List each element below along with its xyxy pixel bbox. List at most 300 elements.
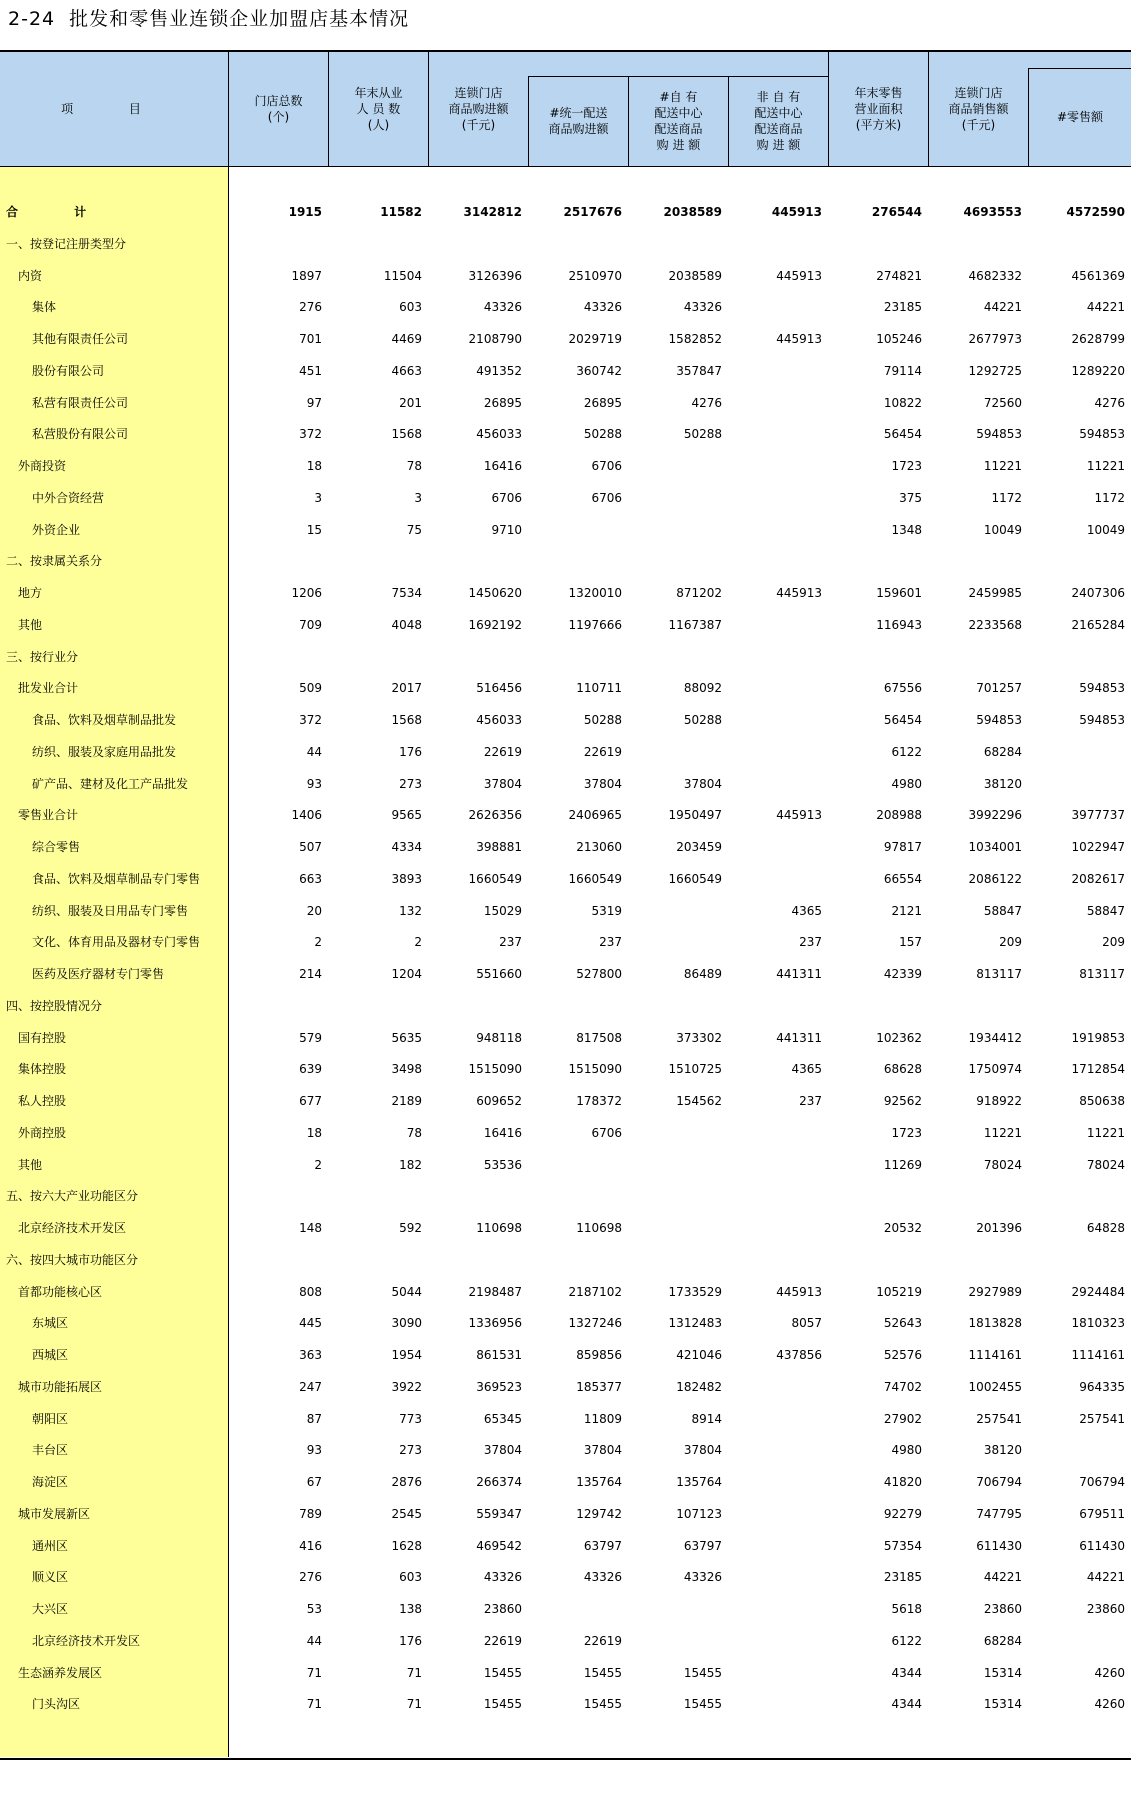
cell-value: 2927989 [968,1284,1022,1299]
cell-value: 110711 [576,681,622,696]
header-col-4 [528,76,628,166]
header-line: 连锁门店 [954,86,1003,100]
cell-value: 861531 [476,1348,522,1362]
table-row [0,1150,1131,1182]
table-row [0,451,1131,483]
cell-value: 1406 [291,808,322,823]
cell-value: 451 [299,363,322,378]
header-line: 人 员 数 [356,102,401,116]
cell-value: 43326 [683,300,722,315]
cell-value: 421046 [676,1348,722,1362]
cell-value: 97 [306,395,322,410]
cell-value: 22619 [483,744,522,759]
table-row [0,515,1131,547]
cell-value: 44221 [983,1570,1022,1585]
cell-value: 18 [306,459,322,473]
cell-value: 157 [899,935,922,950]
cell-value: 2029719 [568,332,622,346]
cell-value: 1312483 [668,1316,722,1331]
cell-value: 201396 [976,1221,1022,1235]
cell-value: 1568 [391,427,422,442]
cell-value: 373302 [676,1030,722,1045]
cell-value: 154562 [676,1094,722,1108]
cell-value: 58847 [1086,903,1125,918]
cell-value: 579 [299,1030,322,1045]
table-row [0,1689,1131,1721]
cell-value: 1167387 [668,617,722,632]
cell-value: 37804 [583,1443,622,1458]
cell-value: 22619 [583,744,622,759]
cell-value: 1114161 [1071,1348,1125,1362]
table-row [0,1245,1131,1277]
cell-value: 357847 [676,363,722,378]
table-row [0,483,1131,515]
table-row [0,1054,1131,1086]
cell-value: 1336956 [468,1316,522,1331]
cell-value: 1733529 [668,1284,722,1299]
cell-value: 859856 [576,1348,622,1362]
cell-value: 7534 [391,586,422,600]
cell-value: 129742 [576,1506,622,1521]
cell-value: 1450620 [468,586,522,600]
cell-value: 44221 [1086,1570,1125,1585]
cell-value: 2626356 [468,808,522,823]
table-row [0,419,1131,451]
cell-value: 79114 [883,363,922,378]
header-line: 商品销售额 [948,102,1009,116]
cell-value: 71 [306,1665,322,1680]
cell-value: 138 [399,1602,422,1616]
cell-value: 507 [299,840,322,854]
cell-value: 469542 [476,1538,522,1553]
cell-value: 1954 [391,1348,422,1362]
table-row [0,927,1131,959]
cell-value: 11504 [383,268,422,283]
cell-value: 11221 [983,1125,1022,1140]
cell-value: 1204 [391,967,422,981]
header-line: (千元) [461,118,496,132]
table-row [0,769,1131,801]
cell-value: 509 [299,681,322,696]
cell-value: 68284 [983,744,1022,759]
cell-value: 1660549 [568,871,622,886]
cell-value: 178372 [576,1094,622,1108]
row-label: 私营股份有限公司 [32,427,129,442]
cell-value: 3977737 [1071,808,1125,823]
cell-value: 369523 [476,1379,522,1394]
row-label: 顺义区 [32,1570,69,1585]
cell-value: 8057 [791,1316,822,1331]
cell-value: 273 [399,1443,422,1458]
header-line: 非 自 有 [756,90,801,104]
cell-value: 44221 [983,300,1022,315]
row-label: 批发业合计 [18,681,79,696]
cell-value: 2086122 [968,871,1022,886]
cell-value: 445913 [776,1284,822,1299]
cell-value: 4980 [891,776,922,791]
cell-value: 1934412 [968,1030,1022,1045]
row-label: 门头沟区 [32,1697,81,1712]
cell-value: 107123 [676,1506,722,1521]
cell-value: 15455 [483,1665,522,1680]
cell-value: 41820 [883,1475,922,1489]
cell-value: 23860 [1086,1602,1125,1616]
table-row [0,324,1131,356]
cell-value: 16416 [483,1125,522,1140]
cell-value: 74702 [883,1379,922,1394]
row-label: 其他 [18,1157,43,1172]
cell-value: 445913 [776,332,822,346]
cell-value: 68284 [983,1633,1022,1648]
header-group-line [528,76,828,77]
cell-value: 9710 [491,522,522,537]
cell-value: 58847 [983,903,1022,918]
cell-value: 6706 [591,459,622,473]
header-line: 购 进 额 [656,138,701,152]
header-line: 商品购进额 [448,102,509,116]
row-label: 零售业合计 [18,808,79,823]
row-label: 地方 [18,586,43,600]
table-row [0,1213,1131,1245]
cell-value: 97817 [883,840,922,854]
table-row [0,1404,1131,1436]
cell-value: 706794 [1079,1475,1125,1489]
cell-value: 11809 [583,1411,622,1426]
table-row [0,737,1131,769]
cell-value: 701 [299,332,322,346]
cell-value: 594853 [1079,713,1125,727]
cell-value: 3498 [391,1062,422,1077]
table-row [0,578,1131,610]
bottom-rule [0,1758,1131,1760]
cell-value: 71 [406,1665,422,1680]
cell-value: 22619 [483,1633,522,1648]
cell-value: 372 [299,427,322,442]
cell-value: 57354 [883,1538,922,1553]
cell-value: 26895 [483,395,522,410]
cell-value: 6122 [891,1633,922,1648]
cell-value: 2038589 [663,205,722,219]
header-line: 购 进 额 [756,138,801,152]
cell-value: 2 [314,1157,322,1172]
row-label: 海淀区 [32,1475,69,1489]
cell-value: 10049 [983,522,1022,537]
cell-value: 209 [999,935,1022,950]
cell-value: 6706 [591,490,622,505]
row-label: 其他有限责任公司 [32,332,129,346]
row-label: 综合零售 [32,840,81,854]
cell-value: 1172 [1094,490,1125,505]
cell-value: 23860 [483,1602,522,1616]
cell-value: 53536 [483,1157,522,1172]
table-row [0,1277,1131,1309]
cell-value: 37804 [583,776,622,791]
cell-value: 237 [799,935,822,950]
header-col-8 [928,52,1028,166]
cell-value: 445913 [776,586,822,600]
cell-value: 1712854 [1071,1062,1125,1077]
header-line: 年末从业 [354,86,403,100]
cell-value: 63797 [583,1538,622,1553]
cell-value: 1289220 [1071,363,1125,378]
cell-value: 1660549 [468,871,522,886]
header-line: 配送中心 [754,106,803,120]
cell-value: 67556 [883,681,922,696]
cell-value: 1950497 [668,808,722,823]
cell-value: 594853 [976,713,1022,727]
cell-value: 2165284 [1071,617,1125,632]
cell-value: 159601 [876,586,922,600]
cell-value: 22619 [583,1633,622,1648]
cell-value: 11269 [883,1157,922,1172]
cell-value: 266374 [476,1475,522,1489]
cell-value: 456033 [476,713,522,727]
table-row [0,610,1131,642]
cell-value: 43326 [583,300,622,315]
cell-value: 11221 [983,459,1022,473]
table-row [0,832,1131,864]
cell-value: 773 [399,1411,422,1426]
cell-value: 247 [299,1379,322,1394]
row-label: 食品、饮料及烟草制品专门零售 [32,871,201,886]
cell-value: 948118 [476,1030,522,1045]
cell-value: 2082617 [1071,871,1125,886]
row-label: 集体控股 [18,1062,67,1077]
cell-value: 2924484 [1071,1284,1125,1299]
cell-value: 93 [306,776,322,791]
cell-value: 3992296 [968,808,1022,823]
cell-value: 372 [299,713,322,727]
table-row [0,800,1131,832]
row-label: 私人控股 [18,1094,67,1108]
cell-value: 276 [299,300,322,315]
cell-value: 1510725 [668,1062,722,1077]
cell-value: 4365 [791,1062,822,1077]
cell-value: 2517676 [563,205,622,219]
table-row [0,197,1131,229]
cell-value: 516456 [476,681,522,696]
header-line: 连锁门店 [454,86,503,100]
cell-value: 11221 [1086,459,1125,473]
cell-value: 15314 [983,1665,1022,1680]
cell-value: 237 [499,935,522,950]
row-label: 外商投资 [18,459,67,473]
cell-value: 437856 [776,1348,822,1362]
cell-value: 5319 [591,903,622,918]
cell-value: 4260 [1094,1697,1125,1712]
table-row [0,388,1131,420]
cell-value: 1292725 [968,363,1022,378]
cell-value: 363 [299,1348,322,1362]
cell-value: 66554 [883,871,922,886]
cell-value: 3090 [391,1316,422,1331]
table-row [0,1340,1131,1372]
header-line: 配送商品 [754,122,803,136]
cell-value: 44221 [1086,300,1125,315]
cell-value: 237 [799,1094,822,1108]
cell-value: 92562 [883,1094,922,1108]
table-body [0,197,1131,1721]
cell-value: 4260 [1094,1665,1125,1680]
cell-value: 2038589 [668,268,722,283]
cell-value: 445913 [776,808,822,823]
cell-value: 4365 [791,903,822,918]
cell-value: 445913 [771,205,822,219]
cell-value: 2545 [391,1506,422,1521]
cell-value: 594853 [976,427,1022,442]
cell-value: 67 [306,1475,322,1489]
header-col-2 [328,52,428,166]
cell-value: 2628799 [1071,332,1125,346]
row-label: 股份有限公司 [32,363,105,378]
cell-value: 747795 [976,1506,1022,1521]
cell-value: 679511 [1079,1506,1125,1521]
cell-value: 1750974 [968,1062,1022,1077]
cell-value: 3142812 [463,205,522,219]
cell-value: 56454 [883,713,922,727]
cell-value: 110698 [576,1221,622,1235]
cell-value: 50288 [683,713,722,727]
row-label: 首都功能核心区 [18,1284,103,1299]
cell-value: 360742 [576,363,622,378]
header-col-7 [828,52,928,166]
cell-value: 23860 [983,1602,1022,1616]
cell-value: 1327246 [568,1316,622,1331]
cell-value: 63797 [683,1538,722,1553]
row-label: 外商控股 [18,1125,67,1140]
cell-value: 1002455 [968,1379,1022,1394]
cell-value: 26895 [583,395,622,410]
cell-value: 551660 [476,967,522,981]
row-label: 国有控股 [18,1030,67,1045]
cell-value: 257541 [1079,1411,1125,1426]
cell-value: 5618 [891,1602,922,1616]
cell-value: 10049 [1086,522,1125,537]
cell-value: 209 [1102,935,1125,950]
header-line: (个) [267,110,290,124]
cell-value: 182482 [676,1379,722,1394]
table-row [0,864,1131,896]
cell-value: 15 [306,522,322,537]
cell-value: 208988 [876,808,922,823]
row-label: 食品、饮料及烟草制品批发 [32,713,177,727]
cell-value: 237 [599,935,622,950]
cell-value: 2108790 [468,332,522,346]
cell-value: 44 [306,744,322,759]
table-row [0,1594,1131,1626]
cell-value: 43326 [483,300,522,315]
cell-value: 611430 [976,1538,1022,1553]
table-row [0,1372,1131,1404]
cell-value: 38120 [983,776,1022,791]
cell-value: 214 [299,967,322,981]
cell-value: 1897 [291,268,322,283]
cell-value: 603 [399,300,422,315]
table-row [0,1531,1131,1563]
cell-value: 110698 [476,1221,522,1235]
cell-value: 3893 [391,871,422,886]
table-row [0,1181,1131,1213]
cell-value: 6706 [591,1125,622,1140]
cell-value: 182 [399,1157,422,1172]
cell-value: 16416 [483,459,522,473]
row-label: 矿产品、建材及化工产品批发 [32,776,189,791]
table-row [0,1118,1131,1150]
header-col-6 [728,76,828,166]
cell-value: 1919853 [1071,1030,1125,1045]
table-row [0,292,1131,324]
table-row [0,1562,1131,1594]
cell-value: 50288 [583,713,622,727]
cell-value: 86489 [683,967,722,981]
cell-value: 11221 [1086,1125,1125,1140]
cell-value: 6706 [491,490,522,505]
cell-value: 594853 [1079,427,1125,442]
row-label: 合 计 [6,205,113,219]
cell-value: 4561369 [1071,268,1125,283]
cell-value: 15455 [483,1697,522,1712]
cell-value: 789 [299,1506,322,1521]
cell-value: 817508 [576,1030,622,1045]
cell-value: 3126396 [468,268,522,283]
row-label: 城市功能拓展区 [18,1379,103,1394]
cell-value: 88092 [683,681,722,696]
cell-value: 64828 [1086,1221,1125,1235]
cell-value: 2406965 [568,808,622,823]
cell-value: 813117 [1079,967,1125,981]
table-row [0,261,1131,293]
cell-value: 9565 [391,808,422,823]
cell-value: 1915 [288,205,322,219]
cell-value: 456033 [476,427,522,442]
cell-value: 3 [414,490,422,505]
cell-value: 491352 [476,363,522,378]
cell-value: 276 [299,1570,322,1585]
cell-value: 50288 [683,427,722,442]
cell-value: 1723 [891,459,922,473]
cell-value: 1197666 [568,617,622,632]
cell-value: 15455 [583,1697,622,1712]
table-row [0,1658,1131,1690]
cell-value: 273 [399,776,422,791]
header-line: #零售额 [1056,110,1104,124]
cell-value: 709 [299,617,322,632]
cell-value: 2510970 [568,268,622,283]
row-label: 集体 [32,300,57,315]
cell-value: 37804 [683,776,722,791]
table-header [0,52,1131,167]
cell-value: 2677973 [968,332,1022,346]
header-item: 项 目 [61,102,167,116]
cell-value: 1034001 [968,840,1022,854]
cell-value: 68628 [883,1062,922,1077]
cell-value: 4572590 [1066,205,1125,219]
header-line: 配送商品 [654,122,703,136]
cell-value: 559347 [476,1506,522,1521]
table-row [0,896,1131,928]
cell-value: 2189 [391,1094,422,1108]
row-label: 朝阳区 [32,1411,69,1426]
header-line: #自 有 [659,90,698,104]
table-row [0,991,1131,1023]
row-label: 丰台区 [32,1443,69,1458]
cell-value: 52576 [883,1348,922,1362]
table-row [0,1086,1131,1118]
cell-value: 1320010 [568,586,622,600]
cell-value: 5044 [391,1284,422,1299]
cell-value: 4663 [391,363,422,378]
cell-value: 639 [299,1062,322,1077]
